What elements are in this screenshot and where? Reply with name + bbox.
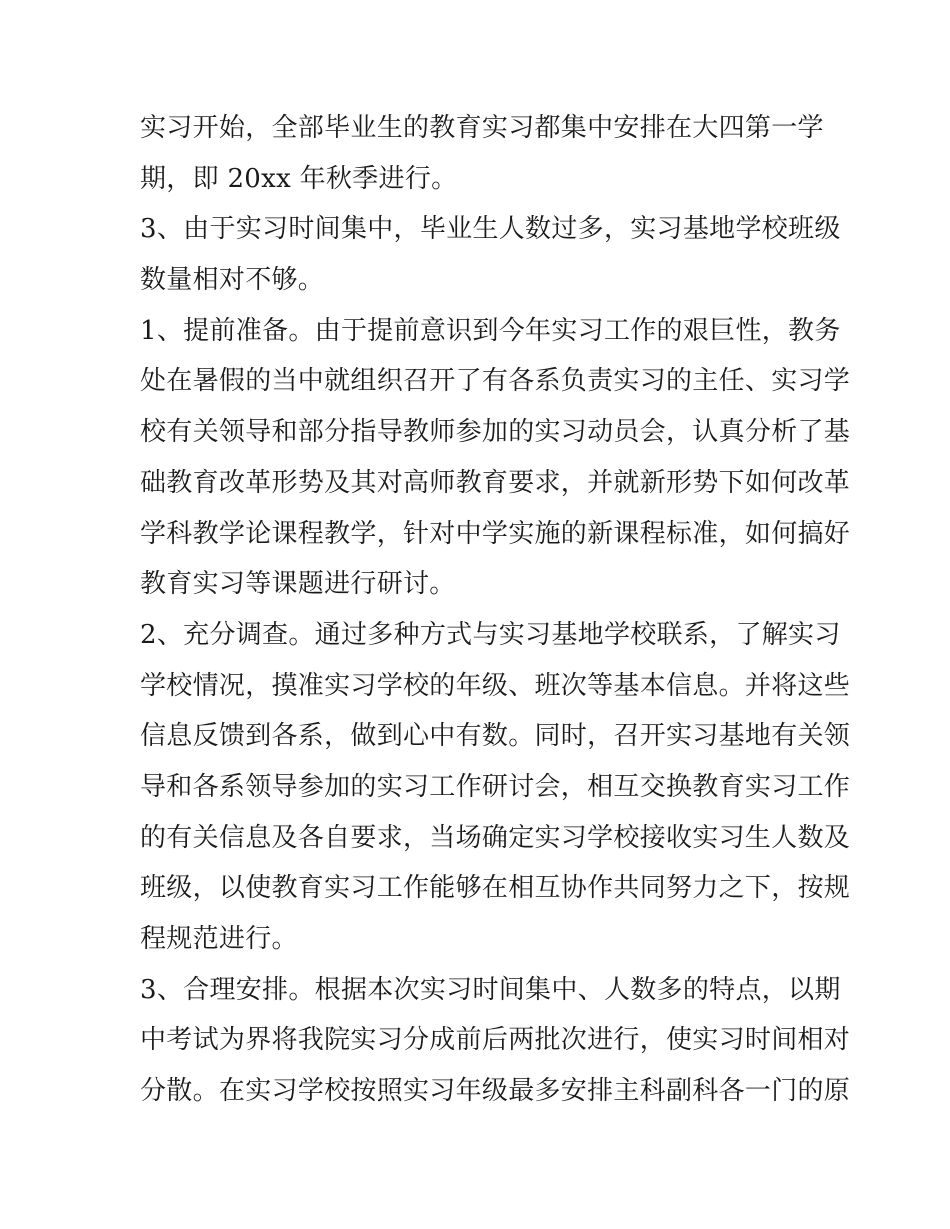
- text-line: 期，即 20xx 年秋季进行。: [140, 163, 458, 194]
- text-line: 3、由于实习时间集中，毕业生人数过多，实习基地学校班级: [140, 214, 841, 245]
- text-line: 信息反馈到各系，做到心中有数。同时，召开实习基地有关领: [140, 721, 851, 752]
- text-line: 处在暑假的当中就组织召开了有各系负责实习的主任、实习学: [140, 366, 851, 397]
- document-body: [140, 103, 851, 1117]
- text-line: 数量相对不够。: [140, 265, 325, 296]
- text-line: 分散。在实习学校按照实习年级最多安排主科副科各一门的原: [140, 1076, 851, 1107]
- text-line: 学科教学论课程教学，针对中学实施的新课程标准，如何搞好: [140, 518, 851, 549]
- text-line: 实习开始，全部毕业生的教育实习都集中安排在大四第一学: [140, 113, 824, 143]
- text-line: 程规范进行。: [140, 924, 298, 954]
- text-line: 校有关领导和部分指导教师参加的实习动员会，认真分析了基: [140, 417, 851, 448]
- text-line: 1、提前准备。由于提前意识到今年实习工作的艰巨性，教务: [140, 315, 841, 346]
- text-line: 的有关信息及各自要求，当场确定实习学校接收实习生人数及: [140, 822, 851, 853]
- text-line: 2、充分调查。通过多种方式与实习基地学校联系，了解实习: [140, 619, 841, 650]
- text-line: 导和各系领导参加的实习工作研讨会，相互交换教育实习工作: [140, 771, 851, 802]
- text-line: 教育实习等课题进行研讨。: [140, 569, 456, 600]
- text-line: 班级，以使教育实习工作能够在相互协作共同努力之下，按规: [140, 873, 851, 904]
- text-line: 础教育改革形势及其对高师教育要求，并就新形势下如何改革: [140, 467, 851, 498]
- text-line: 学校情况，摸准实习学校的年级、班次等基本信息。并将这些: [140, 670, 851, 701]
- text-line: 中考试为界将我院实习分成前后两批次进行，使实习时间相对: [140, 1025, 851, 1056]
- text-line: 3、合理安排。根据本次实习时间集中、人数多的特点，以期: [140, 974, 841, 1005]
